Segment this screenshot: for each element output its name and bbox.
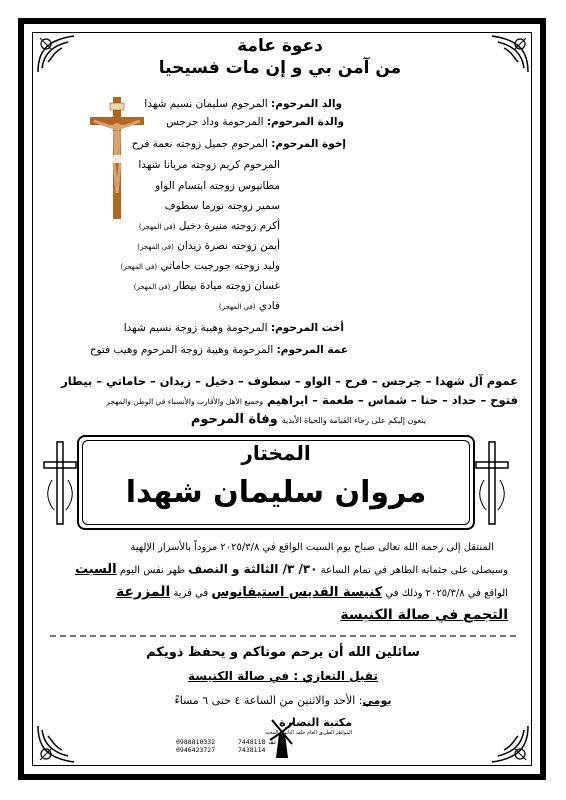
list-item: أيمن زوجته نصرة زيدان (في المهجر) <box>137 240 280 252</box>
aunt-line: عمة المرحوم: المرحومة وهيبة زوجة المرحوم وهيب فتوح <box>89 344 348 356</box>
invitation-title: دعوة عامة <box>237 36 323 56</box>
crucifix-icon <box>88 95 146 221</box>
corner-ornament-icon <box>34 722 78 766</box>
families-line-3: ينعون إليكم على رجاء القيامة والحياة الأبدية وفاة المرحوم <box>190 412 426 427</box>
father-line: والد المرحوم: المرحوم سليمان نسيم شهدا <box>144 98 342 110</box>
cross-ornament-icon <box>40 440 80 526</box>
announcement-line-1: المنتقل إلى رحمة الله تعالى صباح يوم السبت الواقع في ٢٠٢٥/٣/٨ مزوداً بالأسرار الإلهية <box>130 542 494 553</box>
brothers-line: إخوة المرحوم: المرحوم جميل زوجته نعمة فرح <box>131 138 346 150</box>
list-item: وليد زوجته جورجيت حاماتي (في المهجر) <box>120 260 280 272</box>
corner-ornament-icon <box>488 722 532 766</box>
prayer-line: سائلين الله أن يرحم موتاكم و يحفظ ذويكم <box>146 645 420 660</box>
list-item: مطانيوس زوجته ابتسام الواو <box>155 180 280 192</box>
corner-ornament-icon <box>34 32 78 76</box>
condolence-place: تقبل التعازي : في صالة الكنيسة <box>188 669 378 683</box>
list-item: أكرم زوجته منيرة دخيل (في المهجر) <box>138 220 280 232</box>
list-item: المرحوم كريم زوجته مريانا شهدا <box>138 159 280 171</box>
gathering-line: التجمع في صالة الكنيسة <box>340 607 508 623</box>
list-item: سمير زوجته نورما سطوف <box>164 200 280 212</box>
honorific-title: المختار <box>241 441 311 465</box>
cross-ornament-icon <box>472 440 512 526</box>
sister-line: أخت المرحوم: المرحومة وهيبة زوجة نسيم شهدا <box>123 322 344 334</box>
bible-verse: من آمن بي و إن مات فسيحيا <box>158 58 402 78</box>
divider <box>50 635 516 637</box>
families-line-2: فتوح – حداد – حنا – شماس – طعمة – ابراهيم وجميع الأهل والأقارب والأنسباء في الوطن والمهجر <box>106 393 518 407</box>
corner-ornament-icon <box>488 32 532 76</box>
condolence-days: يومي: الأحد والاثنين من الساعة ٤ حتى ٦ مساءً <box>174 694 392 707</box>
deceased-name: مروان سليمان شهدا <box>125 475 427 510</box>
printer-stamp: مكتبة النضارة المواطر الطريق العام خلف الثانوية المحية 0988810332 0946423727 هاتف 7448118 7438114 <box>176 716 356 764</box>
list-item: فادي (في المهجر) <box>218 300 280 312</box>
mother-line: والدة المرحوم: المرحومة وداد جرجس <box>166 116 344 128</box>
announcement-line-3: الواقع في ٢٠٢٥/٣/٨ وذلك في كنيسة القديس استيفانوس في قرية المزرعة <box>115 584 508 600</box>
deceased-name-box <box>77 435 475 530</box>
announcement-line-2: وسيصلى على جثمانه الطاهر في تمام الساعة ٣٠/ ٣/ الثالثة و النصف ظهر نفس اليوم السبت <box>74 562 508 577</box>
families-line-1: عموم آل شهدا – جرجس – فرح – الواو – سطوف – دخيل – زيدان – حاماتي – بيطار <box>61 374 518 388</box>
list-item: غسان زوجته ميادة بيطار (في المهجر) <box>133 280 280 292</box>
